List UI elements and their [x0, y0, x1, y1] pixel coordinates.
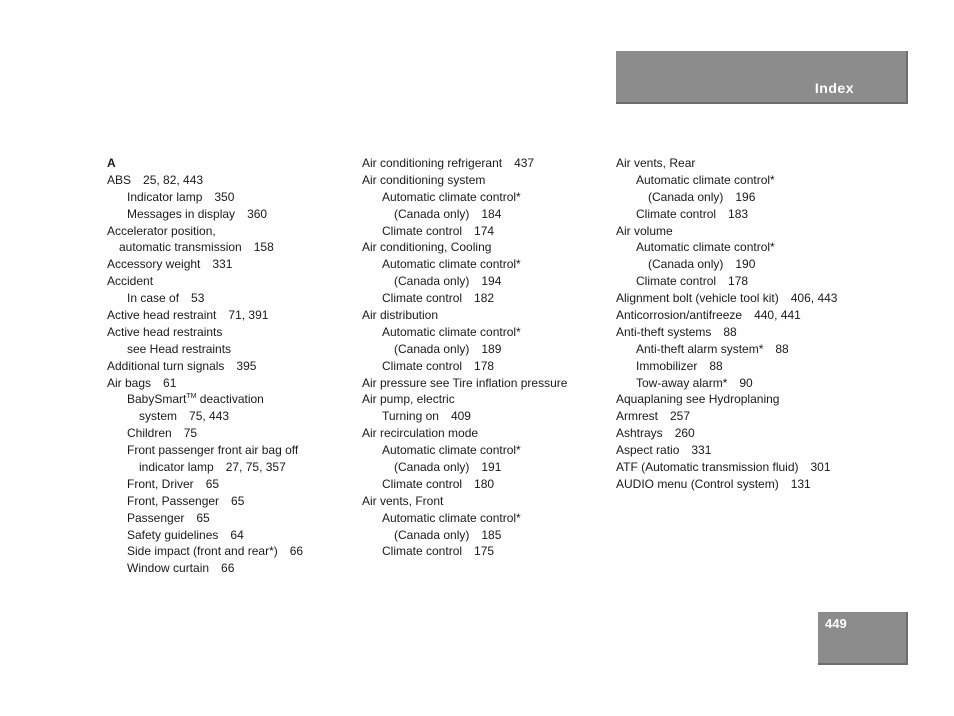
index-term: Air recirculation mode — [362, 426, 479, 441]
page-reference: 185 — [481, 527, 502, 542]
index-term: Tow-away alarm* — [636, 375, 728, 390]
page-reference: 178 — [474, 358, 495, 373]
index-term: Air vents, Front — [362, 493, 444, 508]
index-entry — [616, 476, 866, 493]
page-reference: 350 — [214, 189, 235, 204]
index-term: Climate control — [636, 274, 717, 289]
index-term: Air bags — [107, 375, 152, 390]
page-reference: 75 — [183, 426, 198, 441]
trademark-mark: TM — [186, 393, 197, 401]
page-number-tab — [818, 612, 908, 665]
page-reference: 409 — [450, 409, 471, 424]
index-entry — [107, 476, 357, 493]
index-entry — [107, 307, 357, 324]
index-entry — [107, 206, 357, 223]
index-entry — [362, 375, 612, 392]
index-entry — [107, 442, 357, 459]
index-term: Aquaplaning see Hydroplaning — [616, 392, 780, 407]
index-term: ATF (Automatic transmission fluid) — [616, 460, 799, 475]
index-term: ABS — [107, 172, 132, 187]
index-entry — [362, 459, 612, 476]
page-reference: 194 — [481, 274, 502, 289]
index-entry — [107, 493, 357, 510]
index-entry — [107, 375, 357, 392]
index-entry — [107, 256, 357, 273]
index-entry — [362, 273, 612, 290]
page-reference: 180 — [474, 476, 495, 491]
index-term: (Canada only) — [394, 341, 470, 356]
index-entry — [362, 155, 612, 172]
page-number: 449 — [825, 616, 847, 631]
index-term: A — [107, 156, 116, 170]
page-reference: 71, 391 — [228, 308, 269, 323]
index-term: Armrest — [616, 409, 658, 424]
index-term: Air pressure see Tire inflation pressure — [362, 375, 568, 390]
index-term: Anticorrosion/antifreeze — [616, 308, 743, 323]
page-reference: 88 — [775, 341, 789, 356]
index-term: Air conditioning, Cooling — [362, 240, 492, 255]
page-reference: 260 — [674, 426, 695, 441]
page-reference: 191 — [481, 460, 502, 475]
index-term: (Canada only) — [648, 257, 724, 272]
index-term: Alignment bolt (vehicle tool kit) — [616, 291, 779, 306]
index-entry — [616, 239, 866, 256]
page-reference: 175 — [474, 544, 495, 559]
index-entry — [616, 391, 866, 408]
index-term: Children — [127, 426, 172, 441]
index-term: Safety guidelines — [127, 527, 219, 542]
index-term: Air conditioning system — [362, 172, 486, 187]
index-entry — [362, 206, 612, 223]
index-column-3 — [616, 155, 866, 493]
index-term: Accelerator position, — [107, 223, 216, 238]
index-entry — [107, 459, 357, 476]
page-reference: 66 — [221, 561, 235, 576]
index-term: Accessory weight — [107, 257, 201, 272]
index-term: Automatic climate control* — [636, 240, 775, 255]
index-entry — [362, 256, 612, 273]
index-entry — [362, 358, 612, 375]
index-entry — [362, 476, 612, 493]
page-reference: 88 — [709, 358, 723, 373]
index-entry — [616, 375, 866, 392]
index-term: Air distribution — [362, 308, 439, 323]
index-entry — [107, 391, 357, 408]
index-entry — [107, 543, 357, 560]
page-reference: 53 — [191, 291, 205, 306]
index-entry — [616, 206, 866, 223]
page-reference: 196 — [735, 189, 756, 204]
index-term: Messages in display — [127, 206, 236, 221]
index-term: Ashtrays — [616, 426, 663, 441]
page-reference: 65 — [231, 493, 245, 508]
page-reference: 61 — [163, 375, 177, 390]
index-term: automatic transmission — [119, 240, 242, 255]
index-entry — [616, 408, 866, 425]
index-entry — [616, 341, 866, 358]
index-term: Climate control — [382, 476, 463, 491]
index-column-2 — [362, 155, 612, 560]
page-reference: 183 — [728, 206, 749, 221]
index-term: Climate control — [382, 223, 463, 238]
index-term: Climate control — [382, 544, 463, 559]
index-term: Anti-theft systems — [616, 324, 712, 339]
index-entry — [616, 155, 866, 172]
index-entry — [616, 459, 866, 476]
index-term: Air pump, electric — [362, 392, 455, 407]
index-entry — [362, 239, 612, 256]
index-term: Automatic climate control* — [382, 189, 521, 204]
index-entry — [362, 425, 612, 442]
index-term: Accident — [107, 274, 154, 289]
page-reference: 331 — [691, 443, 712, 458]
index-entry — [616, 290, 866, 307]
index-term: Immobilizer — [636, 358, 698, 373]
index-entry — [616, 324, 866, 341]
page-reference: 184 — [481, 206, 502, 221]
index-entry — [107, 425, 357, 442]
page-reference: 190 — [735, 257, 756, 272]
index-term: Front, Driver — [127, 476, 194, 491]
index-term: Turning on — [382, 409, 439, 424]
index-term: (Canada only) — [648, 189, 724, 204]
index-term: Air volume — [616, 223, 673, 238]
index-entry — [362, 543, 612, 560]
page-reference: 75, 443 — [189, 409, 230, 424]
index-term: (Canada only) — [394, 527, 470, 542]
index-term: Automatic climate control* — [636, 172, 775, 187]
index-entry — [362, 408, 612, 425]
index-entry — [107, 358, 357, 375]
index-entry — [107, 223, 357, 240]
index-entry — [616, 273, 866, 290]
page-reference: 65 — [205, 476, 220, 491]
index-entry — [616, 223, 866, 240]
index-term: see Head restraints — [127, 341, 232, 356]
index-column-1 — [107, 155, 357, 577]
page-reference: 178 — [728, 274, 749, 289]
index-entry — [107, 172, 357, 189]
index-term: system — [139, 409, 178, 424]
page-reference: 437 — [514, 156, 535, 170]
index-term: In case of — [127, 291, 180, 306]
index-term: Window curtain — [127, 561, 210, 576]
page-reference: 406, 443 — [790, 291, 838, 306]
page-reference: 88 — [723, 324, 737, 339]
index-term: Passenger — [127, 510, 185, 525]
index-term: Active head restraints — [107, 324, 223, 339]
index-term: Climate control — [382, 358, 463, 373]
page-reference: 395 — [236, 358, 257, 373]
index-entry — [616, 172, 866, 189]
index-entry — [107, 341, 357, 358]
index-term: Air conditioning refrigerant — [362, 156, 503, 170]
page-reference: 65 — [196, 510, 210, 525]
index-term: (Canada only) — [394, 206, 470, 221]
index-term: Anti-theft alarm system* — [636, 341, 764, 356]
index-entry — [362, 307, 612, 324]
index-entry — [107, 290, 357, 307]
page-reference: 66 — [289, 544, 304, 559]
index-entry — [616, 425, 866, 442]
index-entry — [362, 223, 612, 240]
index-term: Indicator lamp — [127, 189, 203, 204]
index-term: BabySmart — [127, 392, 187, 407]
page-reference: 158 — [253, 240, 274, 255]
page-reference: 331 — [212, 257, 233, 272]
index-entry — [616, 307, 866, 324]
index-term: Automatic climate control* — [382, 257, 521, 272]
index-entry — [107, 527, 357, 544]
index-term: Climate control — [636, 206, 717, 221]
index-entry — [616, 358, 866, 375]
page-reference: 182 — [474, 291, 495, 306]
index-entry — [107, 239, 357, 256]
index-term: Additional turn signals — [107, 358, 225, 373]
index-entry — [362, 527, 612, 544]
index-entry — [107, 510, 357, 527]
page-reference: 131 — [790, 476, 811, 491]
index-term: Aspect ratio — [616, 443, 680, 458]
index-entry — [362, 391, 612, 408]
index-entry — [362, 189, 612, 206]
index-term: Automatic climate control* — [382, 443, 521, 458]
index-term-suffix: deactivation — [196, 392, 264, 407]
page-reference: 25, 82, 443 — [143, 172, 204, 187]
index-entry — [362, 510, 612, 527]
page-reference: 189 — [481, 341, 502, 356]
index-entry — [362, 493, 612, 510]
page-reference: 301 — [810, 460, 831, 475]
index-entry — [107, 189, 357, 206]
header-tab — [616, 51, 908, 104]
index-term: Front, Passenger — [127, 493, 220, 508]
page-reference: 360 — [247, 206, 268, 221]
index-term: Automatic climate control* — [382, 324, 521, 339]
page-title: Index — [814, 80, 854, 96]
page-reference: 27, 75, 357 — [225, 460, 286, 475]
page-reference: 257 — [670, 409, 691, 424]
index-entry — [362, 324, 612, 341]
page-reference: 440, 441 — [754, 308, 801, 323]
index-entry — [362, 442, 612, 459]
index-entry — [616, 189, 866, 206]
index-entry — [107, 273, 357, 290]
index-term: Front passenger front air bag off — [127, 443, 299, 458]
index-entry — [362, 290, 612, 307]
index-entry — [362, 172, 612, 189]
index-entry — [616, 442, 866, 459]
index-term: Air vents, Rear — [616, 156, 696, 170]
index-entry — [107, 155, 357, 172]
index-entry — [362, 341, 612, 358]
index-term: (Canada only) — [394, 460, 470, 475]
index-term: Automatic climate control* — [382, 510, 521, 525]
index-term: indicator lamp — [139, 460, 214, 475]
page-reference: 174 — [474, 223, 495, 238]
index-term: Active head restraint — [107, 308, 217, 323]
page-reference: 90 — [739, 375, 753, 390]
index-entry — [107, 324, 357, 341]
index-term: (Canada only) — [394, 274, 470, 289]
index-entry — [107, 408, 357, 425]
index-term: Climate control — [382, 291, 463, 306]
page-reference: 64 — [230, 527, 244, 542]
index-entry — [107, 560, 357, 577]
index-term: Side impact (front and rear*) — [127, 544, 278, 559]
index-entry — [616, 256, 866, 273]
index-term: AUDIO menu (Control system) — [616, 476, 779, 491]
